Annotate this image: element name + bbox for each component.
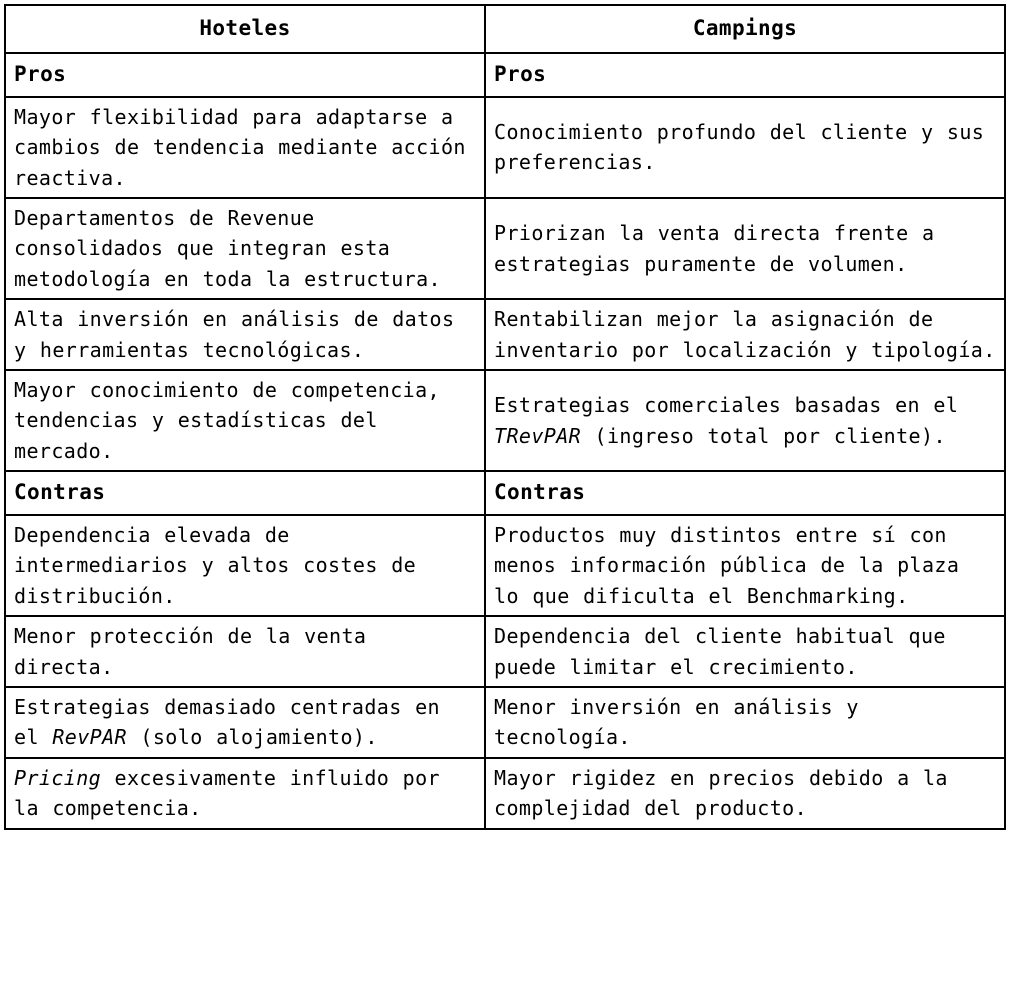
- cell-term-pricing: Pricing: [14, 765, 102, 790]
- section-label-contras-campings: Contras: [485, 471, 1005, 515]
- cell-pros-hoteles-4: Mayor conocimiento de competencia, tendencias y estadísticas del mercado.: [5, 370, 485, 471]
- cell-term-trevpar: TRevPAR: [494, 423, 582, 448]
- table-row: [5, 299, 1005, 370]
- cell-contras-hoteles-4: [5, 758, 485, 829]
- cell-pros-hoteles-3: Alta inversión en análisis de datos y herramientas tecnológicas.: [5, 299, 485, 370]
- column-header-hoteles: Hoteles: [5, 5, 485, 53]
- column-header-campings: Campings: [485, 5, 1005, 53]
- section-label-pros-campings: Pros: [485, 53, 1005, 97]
- cell-contras-campings-4: Mayor rigidez en precios debido a la complejidad del producto.: [485, 758, 1005, 829]
- cell-text-post: (solo alojamiento).: [126, 725, 378, 750]
- section-header-row-contras: [5, 471, 1005, 515]
- section-label-contras-hoteles: Contras: [5, 471, 485, 515]
- cell-contras-hoteles-2: Menor protección de la venta directa.: [5, 616, 485, 687]
- cell-text-pre: Estrategias demasiado centradas en el: [14, 694, 440, 750]
- cell-pros-campings-4: [485, 370, 1005, 471]
- table-row: [5, 758, 1005, 829]
- cell-text-post: excesivamente influido por la competencia.: [14, 765, 441, 821]
- cell-contras-hoteles-1: Dependencia elevada de intermediarios y altos costes de distribución.: [5, 515, 485, 616]
- cell-text-pre: Estrategias comerciales basadas en el: [494, 393, 959, 418]
- section-header-row-pros: [5, 53, 1005, 97]
- table-row: [5, 97, 1005, 198]
- cell-pros-campings-1: Conocimiento profundo del cliente y sus preferencias.: [485, 97, 1005, 198]
- cell-text-post: (ingreso total por cliente).: [581, 423, 946, 448]
- table-header-row: [5, 5, 1005, 53]
- section-label-pros-hoteles: Pros: [5, 53, 485, 97]
- table-row: [5, 198, 1005, 299]
- cell-contras-campings-3: Menor inversión en análisis y tecnología.: [485, 687, 1005, 758]
- pros-cons-comparison-table: [4, 4, 1006, 830]
- cell-contras-campings-1: Productos muy distintos entre sí con menos información pública de la plaza lo que dificulta el Benchmarking.: [485, 515, 1005, 616]
- cell-pros-hoteles-1: Mayor flexibilidad para adaptarse a cambios de tendencia mediante acción reactiva.: [5, 97, 485, 198]
- table-row: [5, 515, 1005, 616]
- cell-pros-campings-3: Rentabilizan mejor la asignación de inventario por localización y tipología.: [485, 299, 1005, 370]
- cell-contras-campings-2: Dependencia del cliente habitual que puede limitar el crecimiento.: [485, 616, 1005, 687]
- table-row: [5, 687, 1005, 758]
- cell-term-revpar: RevPAR: [52, 725, 127, 750]
- table-row: [5, 370, 1005, 471]
- cell-contras-hoteles-3: [5, 687, 485, 758]
- cell-pros-campings-2: Priorizan la venta directa frente a estrategias puramente de volumen.: [485, 198, 1005, 299]
- table-row: [5, 616, 1005, 687]
- cell-pros-hoteles-2: Departamentos de Revenue consolidados que integran esta metodología en toda la estructura.: [5, 198, 485, 299]
